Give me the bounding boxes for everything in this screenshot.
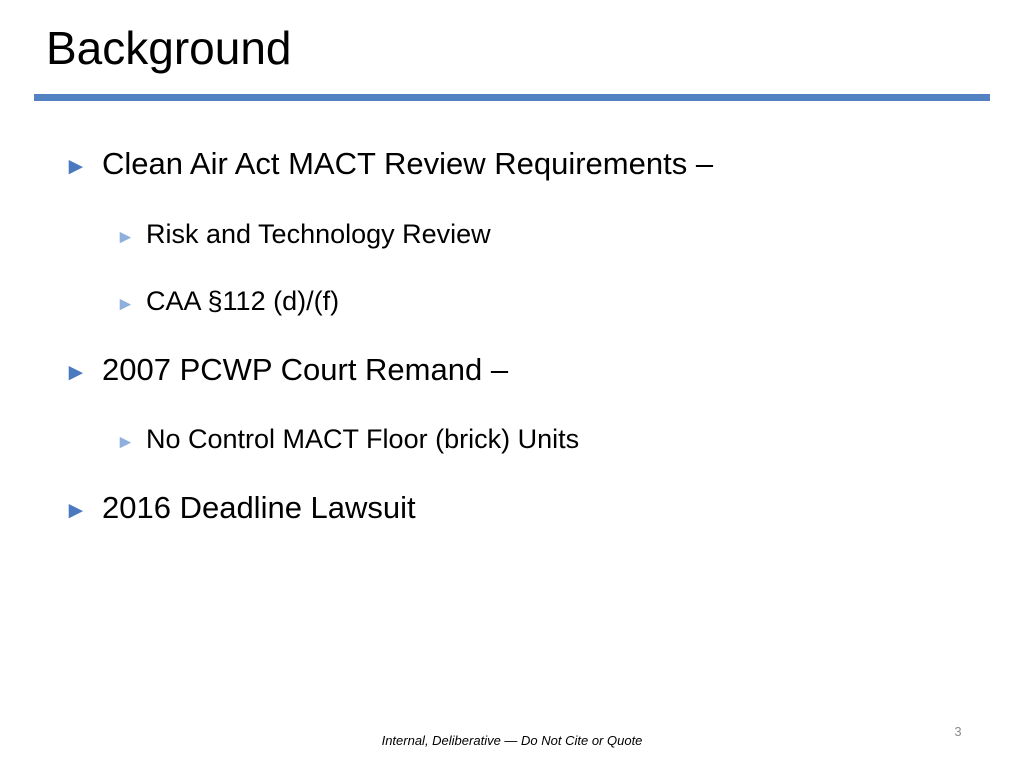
sub-bullet-text: CAA §112 (d)/(f): [146, 286, 340, 316]
triangle-bullet-icon: ►: [64, 359, 88, 386]
sub-bullet-risk-technology-review: [116, 216, 491, 256]
bullet-text: 2016 Deadline Lawsuit: [102, 490, 416, 525]
triangle-bullet-icon: ►: [64, 497, 88, 524]
bullet-clean-air-act: [64, 144, 713, 187]
footer-disclaimer: Internal, Deliberative — Do Not Cite or Quote: [381, 733, 643, 748]
bullet-text: Clean Air Act MACT Review Requirements –: [102, 146, 714, 181]
page-number: 3: [954, 724, 962, 739]
triangle-bullet-icon: ►: [116, 432, 135, 453]
slide-title: Background: [46, 22, 292, 74]
sub-bullet-caa-112: [116, 283, 339, 323]
title-underline: [34, 94, 990, 101]
sub-bullet-no-control-mact-floor: [116, 421, 579, 461]
sub-bullet-text: No Control MACT Floor (brick) Units: [146, 424, 580, 454]
bullet-deadline-lawsuit: [64, 488, 416, 531]
triangle-bullet-icon: ►: [64, 153, 88, 180]
sub-bullet-text: Risk and Technology Review: [146, 219, 491, 249]
triangle-bullet-icon: ►: [116, 227, 135, 248]
bullet-court-remand: [64, 350, 508, 393]
bullet-text: 2007 PCWP Court Remand –: [102, 352, 509, 387]
triangle-bullet-icon: ►: [116, 294, 135, 315]
